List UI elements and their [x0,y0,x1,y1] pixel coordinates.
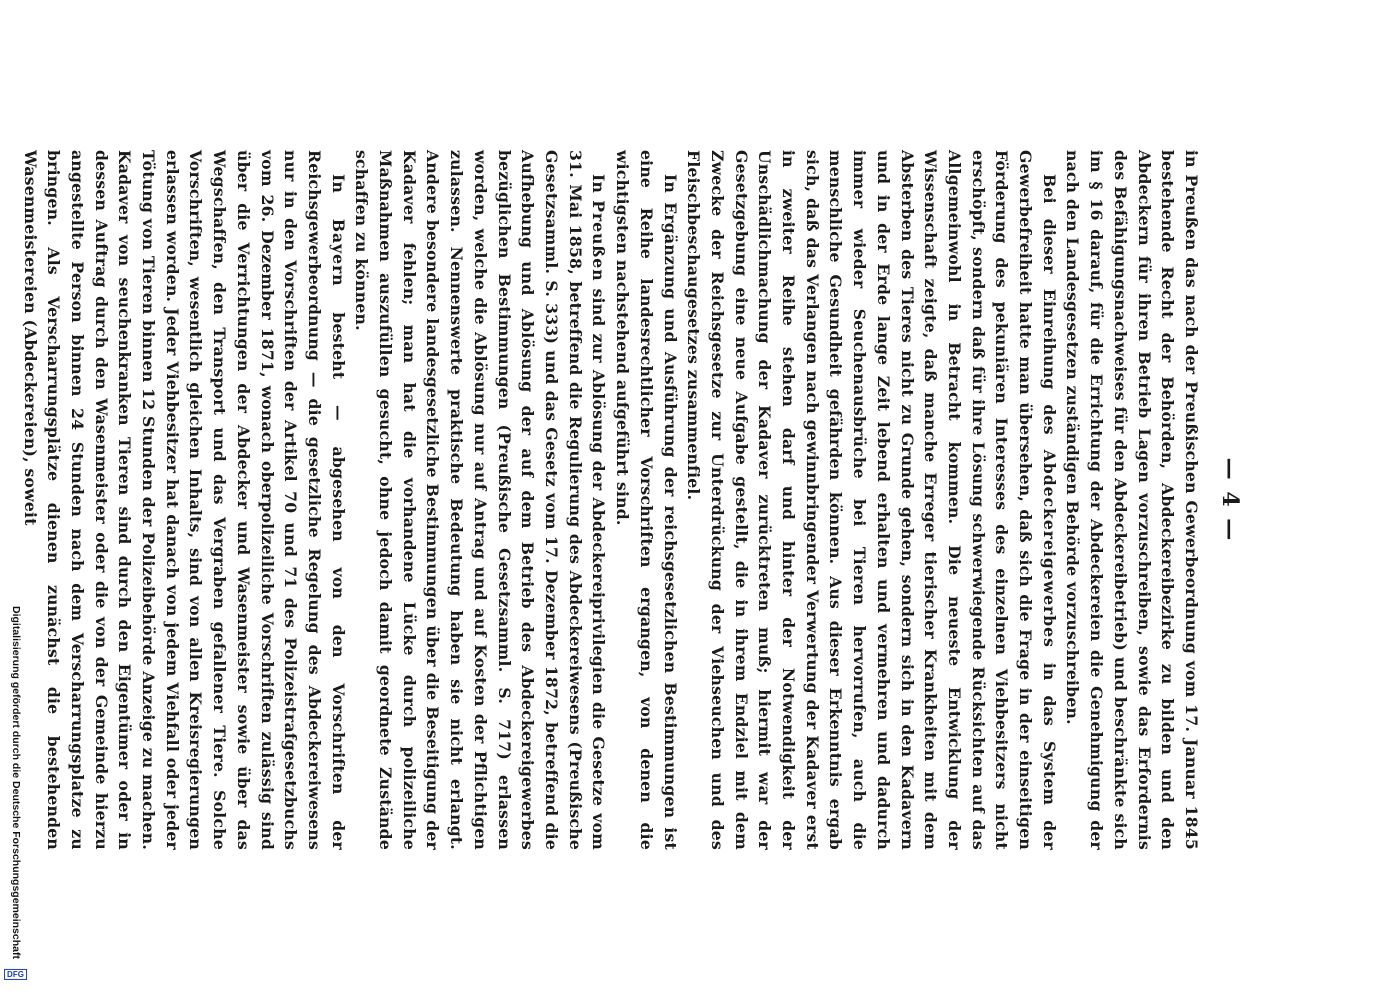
stamp-text: Digitalisierung gefördert durch die Deutsche Forschungsgemeinschaft [10,606,22,959]
paragraph-text: In [328,174,348,219]
paragraph-bayern [18,150,350,850]
emphasized-term: Abdeckereigewerbes [1039,449,1059,648]
paragraph-preussen [350,150,611,850]
document-body [18,150,1203,850]
emphasized-term: Preußen [589,200,609,282]
emphasized-term: Bayern [328,218,348,287]
page-number: — 4 — [1217,457,1243,543]
paragraph-text: in das System der Gewerbefreiheit hatte man übersehen, daß sich die Frage in der einseitigen Förderung des pekuniären Interesses des einzelnen Viehbesitzers nicht erschöpft, sondern daß für ihre Lösung schwerwiegende Rücksichten auf das Allgemeinwohl in Betracht kommen. Die neueste Entwicklung der Wissenschaft zeigte, daß manche Erreger tierischer Krankheiten mit dem Absterben des Tieres nicht zu Grunde gehen, sondern sich in den Kadavern und in der Erde lange Zeit lebend erhalten und vermehren und dadurch immer wieder Seuchenausbrüche bei Tieren hervorrufen, auch die menschliche Gesundheit gefährden können. Aus dieser Erkenntnis ergab sich, daß das Verlangen nach gewinnbringender Verwertung der Kadaver erst in zweiter Reihe stehen darf und hinter der Notwendigkeit der Unschädlichmachung der Kadaver zurücktreten muß; hiermit war der Gesetzgebung eine neue Aufgabe gestellt, die in ihrem Endziel mit dem Zwecke der Reichsgesetze zur Unterdrückung der Viehseuchen und des Fleischbeschaugesetzes zusammenfiel. [684,150,1059,850]
dfg-logo-icon: DFG [5,969,28,980]
digitization-stamp [0,0,25,1000]
paragraph-text: Bei dieser Einreihung des [1039,174,1059,450]
paragraph-landesrecht [610,150,681,850]
paragraph-continuation [1061,150,1203,850]
paragraph-text: In Ergänzung und Ausführung der reichsgesetzlichen Bestimmungen ist eine Reihe landesrechtlicher Vorschriften ergangen, von denen die wichtigsten nachstehend aufgeführt sind. [613,150,680,850]
paragraph-text: in Preußen das nach der Preußischen Gewerbeordnung vom 17. Januar 1845 bestehende Recht der Behörden, Abdeckereibezirke zu bilden und den Abdeckern für ihren Betrieb Lagen vorzuschreiben, sowie das Erfordernis des Befähigungsnachweises für den Abdeckereibetrieb) und beschränkte sich im § 16 darauf, für die Errichtung der Abdeckereien die Genehmigung der nach den Landesgesetzen zuständigen Behörde vorzuschreiben. [1063,150,1201,850]
paragraph-text: besteht — abgesehen von den Vorschriften der Reichsgewerbeordnung — die gesetzliche Regelung des Abdeckereiwesens nur in den Vorschriften der Artikel 70 und 71 des Polizeistrafgesetzbuchs vom 26. Dezember 1871, wonach oberpolizeiliche Vorschriften zulässig sind über die Verrichtungen der Abdecker und Wasenmeister sowie über das Wegschaffen, den Transport und das Vergraben gefallener Tiere. Solche Vorschriften, wesentlich gleichen Inhalts, sind von allen Kreisregierungen erlassen worden. Jeder Viehbesitzer hat danach von jedem Viehfall oder jeder Tötung von Tieren binnen 12 Stunden der Polizeibehörde Anzeige zu machen. Kadaver von seuchenkranken Tieren sind durch den Eigentümer oder in dessen Auftrag durch den Wasenmeister oder die von der Gemeinde hierzu angestellte Person binnen 24 Stunden nach dem Verscharrungsplatze zu bringen. Als Verscharrungsplätze dienen zunächst die bestehenden Wasenmeistereien (Abdeckereien), soweit [20,150,348,851]
paragraph-text: In [589,174,609,201]
paragraph-abdeckereigewerbe [682,150,1061,850]
paragraph-text: sind zur Ablösung der Abdeckereiprivilegien die Gesetze vom 31. Mai 1858, betreffend die Regulierung des Abdeckereiwesens (Preußische Gesetzsamml. S. 333) und das Gesetz vom 17. Dezember 1872, betreffend die Aufhebung und Ablösung der auf dem Betrieb des Abdeckereigewerbes bezüglichen Bestimmungen (Preußische Gesetzsamml. S. 717) erlassen worden, welche die Ablösung nur auf Antrag und auf Kosten der Pflichtigen zulassen. Nennenswerte praktische Bedeutung haben sie nicht erlangt. Andere besondere landesgesetzliche Bestimmungen über die Beseitigung der Kadaver fehlen; man hat die vorhandene Lücke durch polizeiliche Maßnahmen auszufüllen gesucht, ohne jedoch damit geordnete Zustände schaffen zu können. [352,150,609,850]
